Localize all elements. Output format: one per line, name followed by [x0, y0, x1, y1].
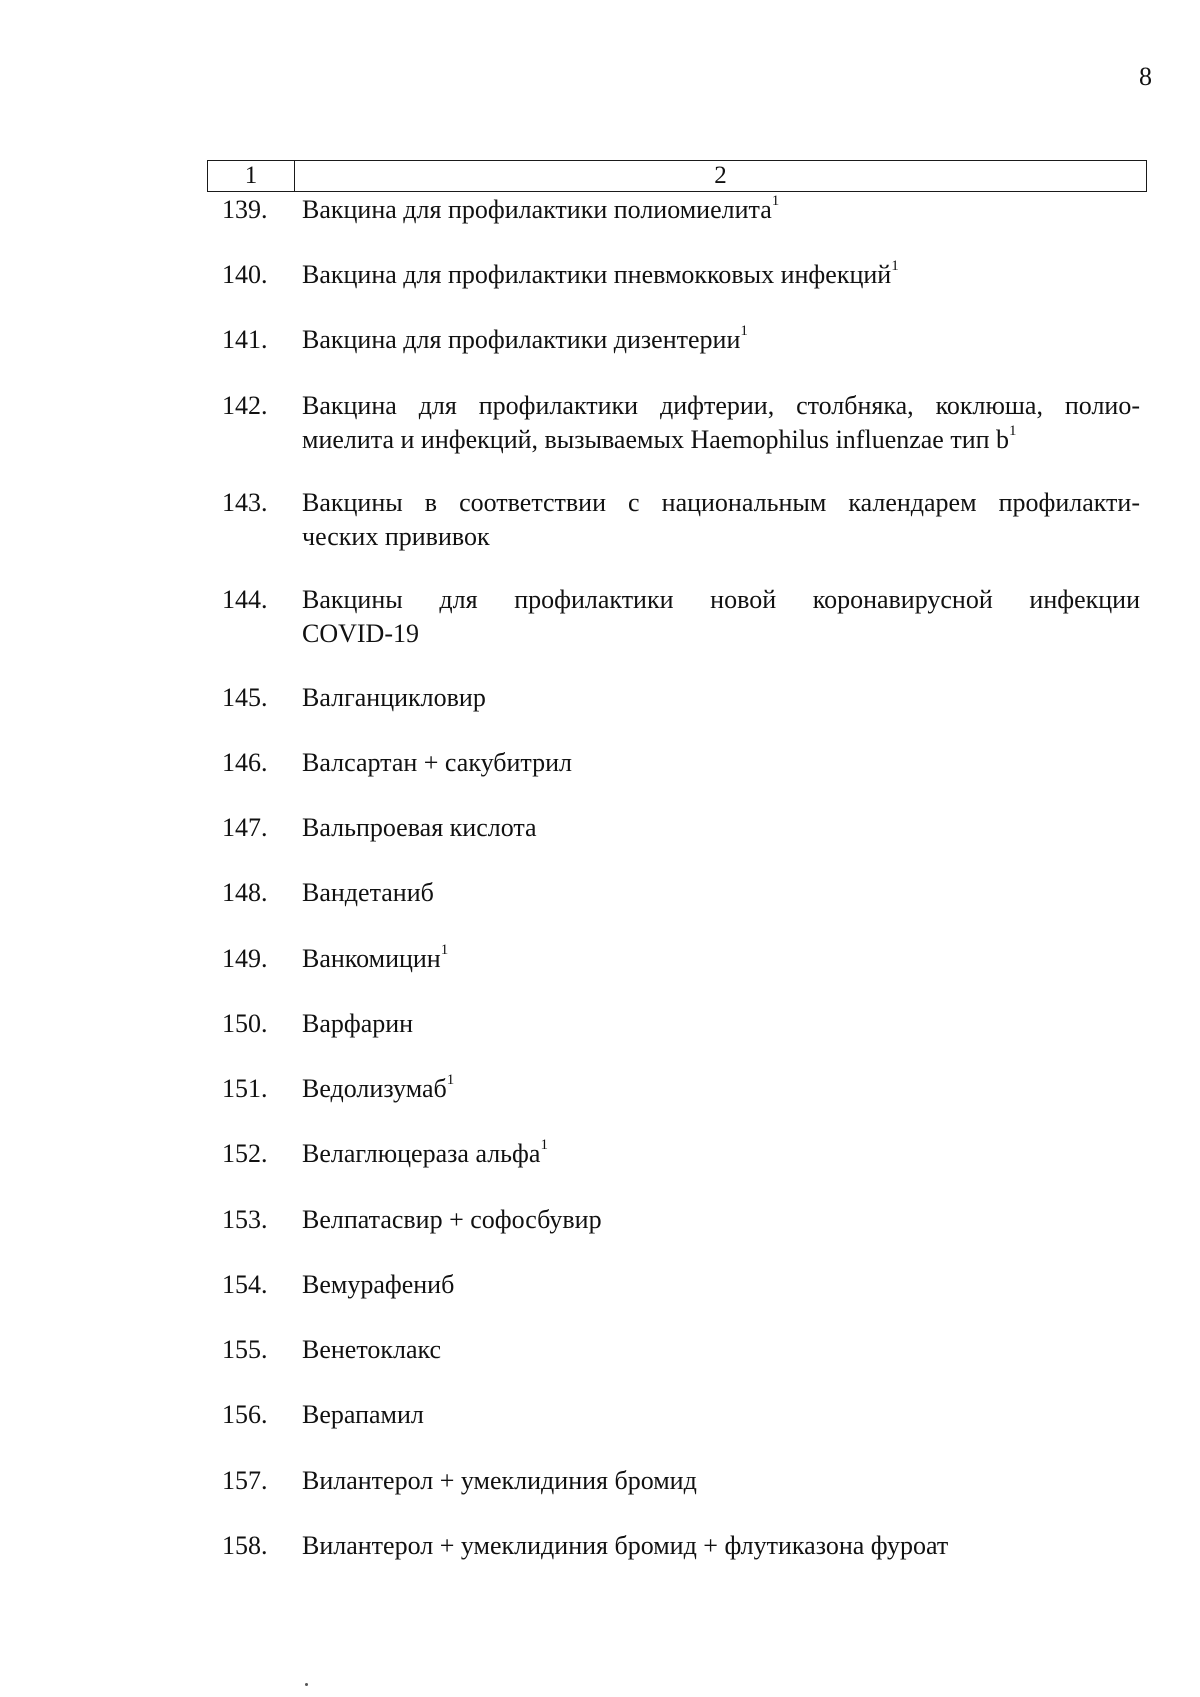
item-text-line-2: COVID-19 — [302, 619, 419, 648]
item-number: 155. — [222, 1335, 268, 1364]
item-number: 156. — [222, 1400, 268, 1429]
item-text: Ведолизумаб$^1$ — [302, 1072, 455, 1103]
item-number: 139. — [222, 195, 268, 224]
item-text: Верапамил — [302, 1400, 424, 1429]
footnote-marker: 1 — [446, 1072, 455, 1088]
item-text: Вакцина для профилактики дизентерии$^1$ — [302, 323, 748, 354]
item-text: Вилантерол + умеклидиния бромид + флутиказона фуроат — [302, 1531, 949, 1560]
footnote-marker: 1 — [1009, 423, 1017, 439]
table-header-col-2: 2 — [714, 162, 727, 189]
item-number: 141. — [222, 325, 268, 354]
item-number: 144. — [222, 585, 268, 614]
item-number: 151. — [222, 1074, 268, 1103]
item-number: 142. — [222, 391, 268, 420]
item-number: 145. — [222, 683, 268, 712]
item-text: Вемурафениб — [302, 1270, 455, 1299]
item-text: Вальпроевая кислота — [302, 813, 537, 842]
footnote-marker: 1 — [540, 1137, 548, 1153]
item-text-line-2: ческих прививок — [302, 522, 490, 551]
footnote-marker: 1 — [740, 323, 748, 339]
item-text: Вакцина для профилактики пневмокковых инфекций$^1$ — [302, 258, 899, 289]
item-text: Ванкомицин$^1$ — [302, 942, 449, 973]
item-number: 146. — [222, 748, 268, 777]
item-text: Велпатасвир + софосбувир — [302, 1205, 602, 1234]
item-number: 158. — [222, 1531, 268, 1560]
item-number: 143. — [222, 488, 268, 517]
item-text: Вакцина для профилактики полиомиелита$^1$ — [302, 193, 780, 224]
table-header — [207, 160, 1147, 192]
item-text: Валсартан + сакубитрил — [302, 748, 572, 777]
item-number: 150. — [222, 1009, 268, 1038]
footnote-marker: 1 — [440, 942, 449, 958]
footnote-marker: 1 — [891, 258, 899, 274]
item-number: 147. — [222, 813, 268, 842]
item-text: Вилантерол + умеклидиния бромид — [302, 1466, 697, 1495]
item-text: Валганцикловир — [302, 683, 486, 712]
scan-speck — [305, 1683, 308, 1686]
item-number: 157. — [222, 1466, 268, 1495]
footnote-marker: 1 — [771, 193, 780, 209]
item-number: 148. — [222, 878, 268, 907]
item-text-line-1: Вакцина для профилактики дифтерии, столбняка, коклюша, полио- — [302, 391, 1140, 420]
item-text: Варфарин — [302, 1009, 414, 1038]
item-text-line-2: миелита и инфекций, вызываемых Haemophilus influenzae тип b$^1$ — [302, 423, 1017, 454]
item-number: 154. — [222, 1270, 268, 1299]
item-text: Венетоклакс — [302, 1335, 442, 1364]
item-text-line-1: Вакцины в соответствии с национальным календарем профилакти- — [302, 488, 1140, 517]
item-text-line-1: Вакцины для профилактики новой коронавирусной инфекции — [302, 585, 1140, 614]
item-text: Велаглюцераза альфа$^1$ — [302, 1137, 548, 1168]
item-number: 149. — [222, 944, 268, 973]
page-number: 8 — [1139, 62, 1152, 91]
item-number: 152. — [222, 1139, 268, 1168]
item-number: 153. — [222, 1205, 268, 1234]
item-number: 140. — [222, 260, 268, 289]
item-text: Вандетаниб — [302, 878, 434, 907]
table-header-col-1: 1 — [208, 161, 295, 191]
